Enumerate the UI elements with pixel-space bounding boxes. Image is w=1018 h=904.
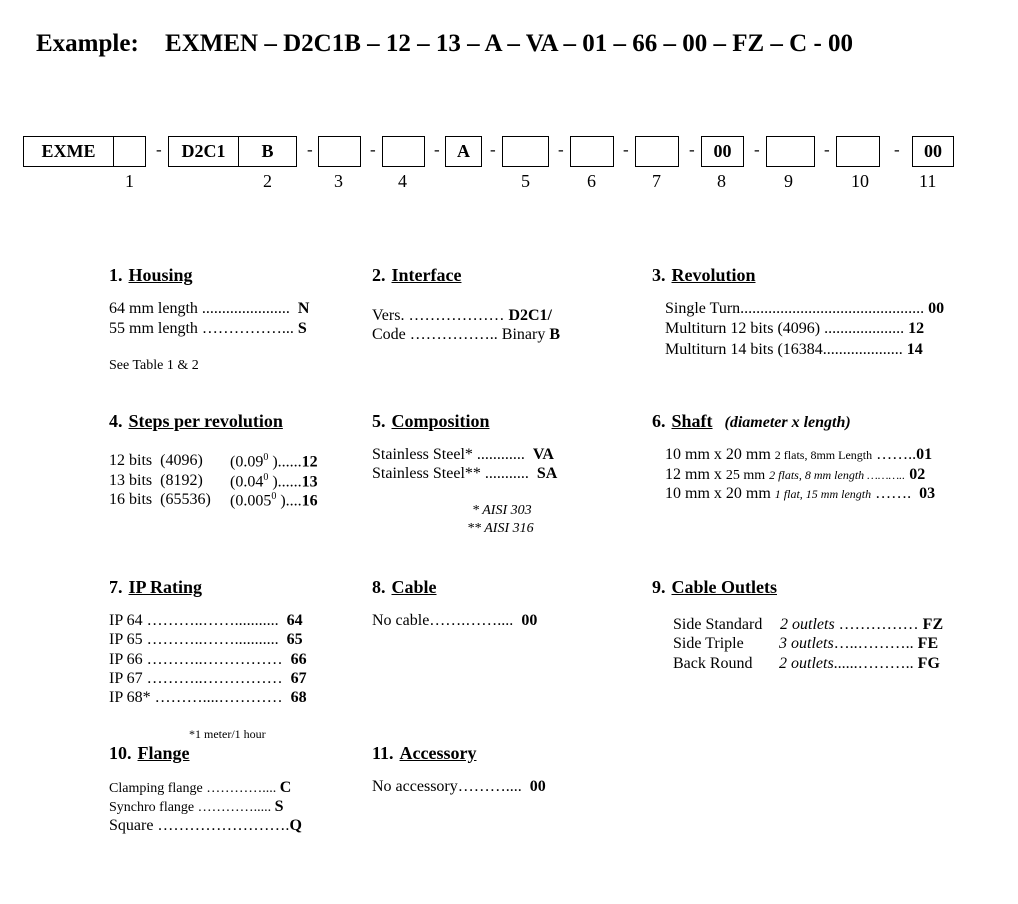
section-title: 9. Cable Outlets xyxy=(652,577,777,597)
code-box-10 xyxy=(836,136,880,167)
section-title: 11. Accessory xyxy=(372,743,477,763)
revolution-option: Multiturn 12 bits (4096) .................... 12 xyxy=(665,320,925,337)
shaft-option: 12 mm x 25 mm 2 flats, 8 mm length ……….. 02 xyxy=(665,466,926,483)
dash-separator: - xyxy=(689,140,695,159)
flange-option: Square …………………….Q xyxy=(109,817,302,834)
code-box-8: 00 xyxy=(701,136,744,167)
interface-option: Code …………….. Binary B xyxy=(372,326,560,343)
section-title: 2. Interface xyxy=(372,265,462,285)
code-box-1a: EXME xyxy=(23,136,114,167)
position-number: 1 xyxy=(125,171,134,191)
example-code: EXMEN – D2C1B – 12 – 13 – A – VA – 01 – 66 – 00 – FZ – C - 00 xyxy=(165,30,854,57)
flange-option: Synchro flange …………..... S xyxy=(109,798,284,815)
ip-note: *1 meter/1 hour xyxy=(189,727,266,741)
cable-option: No cable…….…….... 00 xyxy=(372,612,538,629)
composition-option: Stainless Steel* ............ VA xyxy=(372,446,554,463)
outlet-option: Back Round 2 outlets......……….. FG xyxy=(673,655,940,672)
composition-note: ** AISI 316 xyxy=(467,521,534,536)
ip-option: IP 68* ………....………… 68 xyxy=(109,689,307,706)
code-box-2b: B xyxy=(238,136,297,167)
interface-option: Vers. ……………… D2C1/ xyxy=(372,307,552,324)
revolution-option: Multiturn 14 bits (16384.................... 14 xyxy=(665,341,923,358)
dash-separator: - xyxy=(307,140,313,159)
code-box-7 xyxy=(635,136,679,167)
steps-option: 12 bits (4096) (0.09$^0$ )......12 xyxy=(109,452,318,471)
ip-option: IP 64 ………..……........... 64 xyxy=(109,612,303,629)
code-box-3 xyxy=(318,136,361,167)
section-title: 8. Cable xyxy=(372,577,437,597)
section-title: 4. Steps per revolution xyxy=(109,411,283,431)
position-number: 11 xyxy=(919,171,937,191)
steps-option: 16 bits (65536) (0.005$^0$ )....16 xyxy=(109,491,318,510)
composition-note: * AISI 303 xyxy=(472,503,532,518)
accessory-option: No accessory……….... 00 xyxy=(372,778,546,795)
housing-option: 55 mm length ……………... S xyxy=(109,320,307,337)
example-label: Example: xyxy=(36,30,139,57)
outlet-option: Side Standard 2 outlets …………… FZ xyxy=(673,616,944,633)
housing-option: 64 mm length ...................... N xyxy=(109,300,310,317)
section-title: 5. Composition xyxy=(372,411,490,431)
dash-separator: - xyxy=(558,140,564,159)
ip-option: IP 67 ………..…………… 67 xyxy=(109,670,307,687)
position-number: 2 xyxy=(263,171,272,191)
position-number: 6 xyxy=(587,171,596,191)
dash-separator: - xyxy=(623,140,629,159)
section-title: 6. Shaft (diameter x length) xyxy=(652,411,851,431)
section-title: 7. IP Rating xyxy=(109,577,203,597)
dash-separator: - xyxy=(894,140,900,159)
example-heading xyxy=(36,30,853,58)
position-number: 9 xyxy=(784,171,793,191)
dash-separator: - xyxy=(754,140,760,159)
section-title: 3. Revolution xyxy=(652,265,756,285)
section-title: 1. Housing xyxy=(109,265,193,285)
code-box-11: 00 xyxy=(912,136,954,167)
code-box-4 xyxy=(382,136,425,167)
flange-option: Clamping flange ………….... C xyxy=(109,779,292,796)
code-box-5 xyxy=(502,136,549,167)
code-box-6 xyxy=(570,136,614,167)
code-box-1b xyxy=(113,136,146,167)
position-number: 8 xyxy=(717,171,726,191)
composition-option: Stainless Steel** ........... SA xyxy=(372,465,558,482)
dash-separator: - xyxy=(370,140,376,159)
dash-separator: - xyxy=(434,140,440,159)
housing-note: See Table 1 & 2 xyxy=(109,358,199,373)
dash-separator: - xyxy=(490,140,496,159)
ip-option: IP 65 ………..……........... 65 xyxy=(109,631,303,648)
position-number: 5 xyxy=(521,171,530,191)
steps-option: 13 bits (8192) (0.04$^0$ )......13 xyxy=(109,472,318,491)
position-number: 4 xyxy=(398,171,407,191)
position-number: 10 xyxy=(851,171,869,191)
code-box-2a: D2C1 xyxy=(168,136,239,167)
section-title: 10. Flange xyxy=(109,743,190,763)
dash-separator: - xyxy=(156,140,162,159)
code-box-a: A xyxy=(445,136,482,167)
code-box-9 xyxy=(766,136,815,167)
shaft-option: 10 mm x 20 mm 1 flat, 15 mm length ……. 03 xyxy=(665,485,936,502)
revolution-option: Single Turn.............................................. 00 xyxy=(665,300,945,317)
position-number: 3 xyxy=(334,171,343,191)
position-number: 7 xyxy=(652,171,661,191)
outlet-option: Side Triple 3 outlets…..……….. FE xyxy=(673,635,939,652)
dash-separator: - xyxy=(824,140,830,159)
shaft-option: 10 mm x 20 mm 2 flats, 8mm Length ……..01 xyxy=(665,446,933,463)
ip-option: IP 66 ………..…………… 66 xyxy=(109,651,307,668)
